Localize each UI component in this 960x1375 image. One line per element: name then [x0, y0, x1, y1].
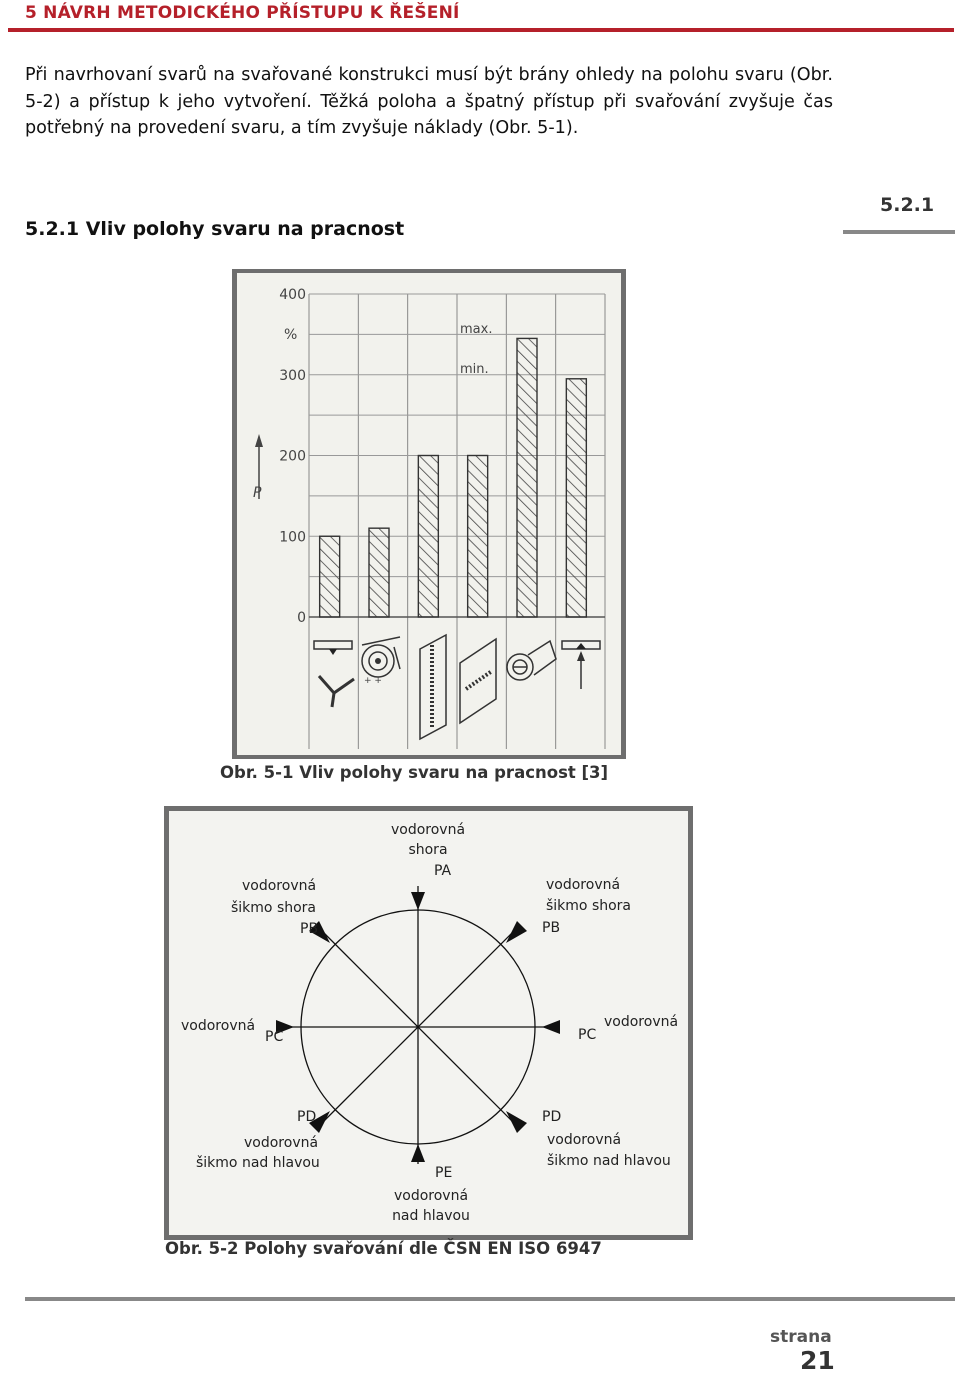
y-tick-label: 200	[279, 448, 306, 465]
label-pb-right-line1: vodorovná	[546, 877, 621, 893]
label-pe-line1: vodorovná	[393, 1188, 469, 1204]
label-pb-left-code: PB	[300, 921, 319, 937]
bar-4	[468, 456, 488, 618]
bar-6	[566, 379, 586, 617]
figure-1-chart	[232, 269, 626, 759]
section-marker-rule	[843, 230, 955, 234]
figure-2-positions	[164, 806, 693, 1240]
footer-rule	[25, 1297, 955, 1301]
y-unit-label: %	[284, 327, 298, 343]
label-pc-right-code: PC	[578, 1027, 597, 1043]
label-pb-left-line2: šikmo shora	[231, 900, 317, 916]
label-pa-code: PA	[434, 863, 452, 879]
label-pb-right-code: PB	[542, 920, 561, 936]
label-pc-right-text: vodorovná	[604, 1014, 679, 1030]
footer-page-label: strana	[770, 1327, 832, 1347]
label-pb-left-line1: vodorovná	[242, 878, 317, 894]
label-pd-right-line2: šikmo nad hlavou	[547, 1153, 671, 1169]
figure-1-caption: Obr. 5-1 Vliv polohy svaru na pracnost [3]	[220, 763, 609, 782]
body-paragraph: Při navrhovaní svarů na svařované konstrukci musí být brány ohledy na polohu svaru (Obr. 5-2) a přístup k jeho vytvoření. Těžká poloha a špatný přístup při svařování zvyšuje čas potřebný na provedení svaru, a tím zvyšuje náklady (Obr. 5-1).	[25, 65, 833, 138]
header-rule	[8, 28, 954, 32]
label-pc-left-code: PC	[265, 1029, 284, 1045]
y-tick-label: 400	[279, 287, 306, 303]
y-tick-label: 0	[297, 610, 306, 626]
bar-5	[517, 338, 537, 617]
legend-max: max.	[460, 322, 493, 337]
y-axis-label: P	[253, 485, 262, 501]
label-pd-left-line1: vodorovná	[244, 1135, 319, 1151]
section-marker: 5.2.1	[880, 194, 935, 216]
label-pb-right-line2: šikmo shora	[546, 898, 632, 914]
bar-3	[418, 456, 438, 618]
y-tick-label: 300	[279, 367, 306, 384]
label-pa-line1: vodorovná	[390, 822, 466, 838]
y-tick-label: 100	[279, 529, 306, 546]
label-pa-line2: shora	[408, 842, 448, 858]
figure-2-caption: Obr. 5-2 Polohy svařování dle ČSN EN ISO 6947	[165, 1239, 602, 1258]
footer-page-number: 21	[800, 1346, 835, 1375]
bar-2	[369, 528, 389, 617]
label-pd-right-code: PD	[542, 1109, 562, 1125]
header-title: 5 NÁVRH METODICKÉHO PŘÍSTUPU K ŘEŠENÍ	[25, 3, 460, 23]
bar-1	[320, 536, 340, 617]
label-pd-left-code: PD	[297, 1109, 317, 1125]
section-heading: 5.2.1 Vliv polohy svaru na pracnost	[25, 218, 405, 240]
legend-min: min.	[460, 362, 489, 377]
label-pd-left-line2: šikmo nad hlavou	[196, 1155, 320, 1171]
label-pd-right-line1: vodorovná	[547, 1132, 622, 1148]
label-pe-line2: nad hlavou	[392, 1208, 470, 1224]
label-pe-code: PE	[435, 1165, 453, 1181]
label-pc-left-text: vodorovná	[181, 1018, 256, 1034]
svg-text:+ +: + +	[364, 676, 382, 686]
